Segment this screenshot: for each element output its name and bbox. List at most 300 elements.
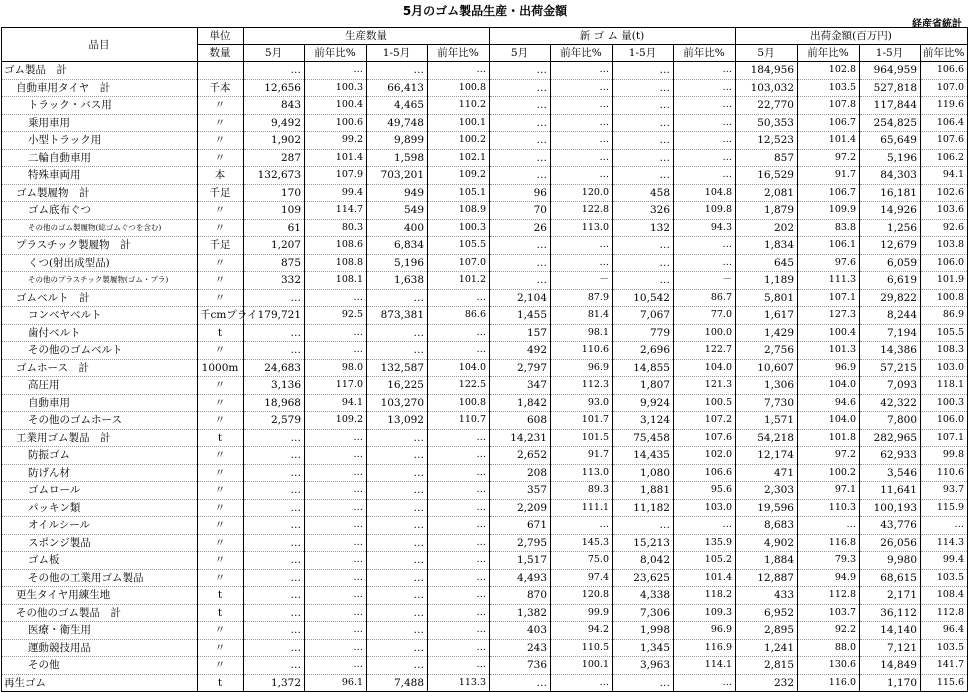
value-cell: 2,696 <box>613 342 674 360</box>
value-cell: … <box>613 272 674 290</box>
value-cell: 104.0 <box>428 359 490 377</box>
value-cell: … <box>244 569 305 587</box>
table-row <box>2 622 968 640</box>
value-cell: 1,207 <box>244 237 305 255</box>
value-cell: 111.3 <box>798 272 860 290</box>
header-sub: 1-5月 <box>613 45 674 62</box>
value-cell: … <box>551 674 613 692</box>
value-cell: 111.1 <box>551 499 613 517</box>
value-cell: 107.6 <box>674 429 736 447</box>
item-unit: 千cmプライ <box>198 307 244 325</box>
value-cell: … <box>428 429 490 447</box>
value-cell: 96.4 <box>921 622 968 640</box>
value-cell: 106.7 <box>798 114 860 132</box>
value-cell: 103,270 <box>367 394 428 412</box>
value-cell: 1,189 <box>736 272 798 290</box>
value-cell: 117.0 <box>305 377 367 395</box>
value-cell: 202 <box>736 219 798 237</box>
value-cell: 9,899 <box>367 132 428 150</box>
value-cell: 7,730 <box>736 394 798 412</box>
item-unit: 〃 <box>198 447 244 465</box>
value-cell: 736 <box>490 657 551 675</box>
value-cell: … <box>367 569 428 587</box>
value-cell: 14,386 <box>860 342 921 360</box>
item-name: ゴムロール <box>2 482 198 500</box>
value-cell: 132 <box>613 219 674 237</box>
value-cell: 8,683 <box>736 517 798 535</box>
value-cell: … <box>674 132 736 150</box>
value-cell: 105.1 <box>428 184 490 202</box>
value-cell: 400 <box>367 219 428 237</box>
item-name: 特殊車両用 <box>2 167 198 185</box>
value-cell: 7,194 <box>860 324 921 342</box>
value-cell: 12,656 <box>244 79 305 97</box>
value-cell: 433 <box>736 587 798 605</box>
header-sub: 前年比% <box>674 45 736 62</box>
item-unit: 〃 <box>198 464 244 482</box>
value-cell: 116.0 <box>798 674 860 692</box>
table-row <box>2 202 968 220</box>
header-sub: 前年比% <box>798 45 860 62</box>
value-cell: … <box>367 604 428 622</box>
table-row <box>2 219 968 237</box>
value-cell: 492 <box>490 342 551 360</box>
table-row <box>2 62 968 80</box>
value-cell: 83.8 <box>798 219 860 237</box>
value-cell: … <box>613 674 674 692</box>
value-cell: 89.3 <box>551 482 613 500</box>
value-cell: … <box>490 674 551 692</box>
value-cell: 458 <box>613 184 674 202</box>
value-cell: … <box>428 517 490 535</box>
value-cell: 86.6 <box>428 307 490 325</box>
value-cell: … <box>367 62 428 80</box>
item-unit: 〃 <box>198 657 244 675</box>
value-cell: 109.3 <box>674 604 736 622</box>
value-cell: … <box>613 517 674 535</box>
value-cell: 2,756 <box>736 342 798 360</box>
value-cell: 97.2 <box>798 149 860 167</box>
value-cell: … <box>551 237 613 255</box>
value-cell: … <box>305 342 367 360</box>
value-cell: 1,617 <box>736 307 798 325</box>
value-cell: … <box>244 447 305 465</box>
item-name: その他のゴムホース <box>2 412 198 430</box>
value-cell: … <box>244 464 305 482</box>
value-cell: 287 <box>244 149 305 167</box>
value-cell: 184,956 <box>736 62 798 80</box>
value-cell: … <box>921 517 968 535</box>
value-cell: … <box>305 62 367 80</box>
value-cell: 8,042 <box>613 552 674 570</box>
value-cell: 14,855 <box>613 359 674 377</box>
value-cell: … <box>305 639 367 657</box>
value-cell: … <box>305 447 367 465</box>
item-unit: 〃 <box>198 254 244 272</box>
value-cell: 6,952 <box>736 604 798 622</box>
value-cell: 6,059 <box>860 254 921 272</box>
item-name: ゴム底布ぐつ <box>2 202 198 220</box>
value-cell: 112.8 <box>798 587 860 605</box>
item-name: ゴム製品 計 <box>2 62 198 80</box>
value-cell: 11,641 <box>860 482 921 500</box>
value-cell: … <box>428 604 490 622</box>
value-cell: 964,959 <box>860 62 921 80</box>
value-cell: 7,067 <box>613 307 674 325</box>
item-unit: 1000m <box>198 359 244 377</box>
value-cell: … <box>490 149 551 167</box>
value-cell: 100.8 <box>428 394 490 412</box>
item-unit: 〃 <box>198 394 244 412</box>
value-cell: 106.1 <box>798 237 860 255</box>
value-cell: … <box>490 272 551 290</box>
value-cell: 106.2 <box>921 149 968 167</box>
value-cell: 949 <box>367 184 428 202</box>
value-cell: 80.3 <box>305 219 367 237</box>
value-cell: 1,807 <box>613 377 674 395</box>
value-cell: … <box>490 79 551 97</box>
value-cell: 2,797 <box>490 359 551 377</box>
table-row <box>2 639 968 657</box>
value-cell: 1,998 <box>613 622 674 640</box>
value-cell: … <box>674 79 736 97</box>
table-row <box>2 534 968 552</box>
table-row <box>2 272 968 290</box>
item-name: 再生ゴム <box>2 674 198 692</box>
item-name: ゴムホース 計 <box>2 359 198 377</box>
table-row <box>2 184 968 202</box>
value-cell: 108.6 <box>305 237 367 255</box>
value-cell: 101.9 <box>921 272 968 290</box>
value-cell: … <box>613 167 674 185</box>
item-unit: t <box>198 604 244 622</box>
table-row <box>2 394 968 412</box>
value-cell: 119.6 <box>921 97 968 115</box>
value-cell: … <box>305 464 367 482</box>
value-cell: … <box>613 254 674 272</box>
value-cell: 68,615 <box>860 569 921 587</box>
value-cell: 97.6 <box>798 254 860 272</box>
value-cell: 1,598 <box>367 149 428 167</box>
value-cell: 116.9 <box>674 639 736 657</box>
value-cell: … <box>305 289 367 307</box>
value-cell: 1,170 <box>860 674 921 692</box>
table-row <box>2 132 968 150</box>
value-cell: 100.2 <box>428 132 490 150</box>
value-cell: 145.3 <box>551 534 613 552</box>
value-cell: 132,673 <box>244 167 305 185</box>
value-cell: … <box>551 517 613 535</box>
header-sub: 前年比% <box>921 45 968 62</box>
value-cell: 5,196 <box>367 254 428 272</box>
value-cell: 120.8 <box>551 587 613 605</box>
value-cell: 254,825 <box>860 114 921 132</box>
value-cell: … <box>428 464 490 482</box>
value-cell: 110.7 <box>428 412 490 430</box>
item-unit: 〃 <box>198 639 244 657</box>
value-cell: 157 <box>490 324 551 342</box>
value-cell: 357 <box>490 482 551 500</box>
value-cell: … <box>244 517 305 535</box>
value-cell: 7,121 <box>860 639 921 657</box>
value-cell: … <box>244 62 305 80</box>
value-cell: … <box>428 569 490 587</box>
value-cell: 127.3 <box>798 307 860 325</box>
item-name: その他のゴムベルト <box>2 342 198 360</box>
item-name: その他 <box>2 657 198 675</box>
value-cell: 50,353 <box>736 114 798 132</box>
value-cell: 26,056 <box>860 534 921 552</box>
value-cell: 4,338 <box>613 587 674 605</box>
value-cell: 11,182 <box>613 499 674 517</box>
header-sub: 5月 <box>244 45 305 62</box>
item-unit: 〃 <box>198 622 244 640</box>
value-cell: 65,649 <box>860 132 921 150</box>
value-cell: … <box>367 289 428 307</box>
value-cell: 94.1 <box>305 394 367 412</box>
value-cell: 471 <box>736 464 798 482</box>
item-name: 工業用ゴム製品 計 <box>2 429 198 447</box>
value-cell: 103.6 <box>921 202 968 220</box>
item-unit: 千本 <box>198 79 244 97</box>
value-cell: … <box>367 429 428 447</box>
value-cell: … <box>367 534 428 552</box>
value-cell: 114.1 <box>674 657 736 675</box>
table-row <box>2 674 968 692</box>
value-cell: 97.2 <box>798 447 860 465</box>
value-cell: 107.0 <box>921 79 968 97</box>
value-cell: 92.6 <box>921 219 968 237</box>
table-row <box>2 237 968 255</box>
value-cell: 109 <box>244 202 305 220</box>
value-cell: 5,196 <box>860 149 921 167</box>
item-name: 運動競技用品 <box>2 639 198 657</box>
value-cell: … <box>305 499 367 517</box>
value-cell: … <box>551 62 613 80</box>
value-cell: 106.7 <box>798 184 860 202</box>
value-cell: 326 <box>613 202 674 220</box>
item-unit: t <box>198 429 244 447</box>
value-cell: … <box>490 114 551 132</box>
item-unit: 〃 <box>198 114 244 132</box>
value-cell: 101.4 <box>674 569 736 587</box>
value-cell: 94.6 <box>798 394 860 412</box>
value-cell: 16,529 <box>736 167 798 185</box>
value-cell: … <box>244 587 305 605</box>
item-unit: 〃 <box>198 219 244 237</box>
value-cell: 100.1 <box>551 657 613 675</box>
table-row <box>2 447 968 465</box>
value-cell: 870 <box>490 587 551 605</box>
value-cell: 2,303 <box>736 482 798 500</box>
value-cell: … <box>490 62 551 80</box>
value-cell: 96.1 <box>305 674 367 692</box>
value-cell: 19,596 <box>736 499 798 517</box>
header-sub: 前年比% <box>551 45 613 62</box>
table-row <box>2 307 968 325</box>
value-cell: 36,112 <box>860 604 921 622</box>
value-cell: 10,607 <box>736 359 798 377</box>
value-cell: 102.6 <box>921 184 968 202</box>
value-cell: 101.2 <box>428 272 490 290</box>
value-cell: 79.3 <box>798 552 860 570</box>
value-cell: 24,683 <box>244 359 305 377</box>
value-cell: … <box>305 604 367 622</box>
value-cell: 875 <box>244 254 305 272</box>
value-cell: 94.1 <box>921 167 968 185</box>
value-cell: … <box>367 482 428 500</box>
value-cell: 93.7 <box>921 482 968 500</box>
table-row <box>2 464 968 482</box>
value-cell: 243 <box>490 639 551 657</box>
value-cell: 98.0 <box>305 359 367 377</box>
value-cell: 107.1 <box>798 289 860 307</box>
item-name: 自動車用タイヤ 計 <box>2 79 198 97</box>
value-cell: 113.0 <box>551 464 613 482</box>
value-cell: 104.8 <box>674 184 736 202</box>
value-cell: 23,625 <box>613 569 674 587</box>
value-cell: 88.0 <box>798 639 860 657</box>
item-unit: 〃 <box>198 482 244 500</box>
value-cell: 110.2 <box>428 97 490 115</box>
value-cell: 109.8 <box>674 202 736 220</box>
table-row <box>2 79 968 97</box>
value-cell: … <box>305 482 367 500</box>
value-cell: 232 <box>736 674 798 692</box>
item-unit: 〃 <box>198 149 244 167</box>
item-name: パッキン類 <box>2 499 198 517</box>
value-cell: 101.7 <box>551 412 613 430</box>
item-unit <box>198 62 244 80</box>
value-cell: 873,381 <box>367 307 428 325</box>
value-cell: … <box>428 499 490 517</box>
value-cell: 103.5 <box>921 639 968 657</box>
value-cell: … <box>551 254 613 272</box>
value-cell: 114.7 <box>305 202 367 220</box>
value-cell: … <box>244 429 305 447</box>
value-cell: 109.2 <box>428 167 490 185</box>
value-cell: … <box>551 149 613 167</box>
value-cell: … <box>367 622 428 640</box>
value-cell: … <box>244 534 305 552</box>
value-cell: 120.0 <box>551 184 613 202</box>
value-cell: … <box>674 149 736 167</box>
item-unit: 〃 <box>198 569 244 587</box>
item-name: 歯付ベルト <box>2 324 198 342</box>
value-cell: … <box>367 342 428 360</box>
value-cell: 100.8 <box>921 289 968 307</box>
value-cell: … <box>305 517 367 535</box>
value-cell: 12,887 <box>736 569 798 587</box>
value-cell: 1,455 <box>490 307 551 325</box>
value-cell: 110.3 <box>798 499 860 517</box>
header-rubber: 新 ゴ ム 量(t) <box>490 28 736 45</box>
table-row <box>2 359 968 377</box>
value-cell: 549 <box>367 202 428 220</box>
item-name: 防げん材 <box>2 464 198 482</box>
item-unit: t <box>198 587 244 605</box>
value-cell: 117,844 <box>860 97 921 115</box>
value-cell: 100.6 <box>305 114 367 132</box>
value-cell: … <box>367 464 428 482</box>
table-row <box>2 97 968 115</box>
item-name: 乗用車用 <box>2 114 198 132</box>
item-name: スポンジ製品 <box>2 534 198 552</box>
value-cell: 16,225 <box>367 377 428 395</box>
value-cell: 12,174 <box>736 447 798 465</box>
value-cell: 1,256 <box>860 219 921 237</box>
source-label: 経産省統計 <box>912 19 962 30</box>
value-cell: … <box>613 114 674 132</box>
header-production: 生産数量 <box>244 28 490 45</box>
item-unit: 〃 <box>198 499 244 517</box>
value-cell: 86.9 <box>921 307 968 325</box>
value-cell: 347 <box>490 377 551 395</box>
value-cell: 118.1 <box>921 377 968 395</box>
value-cell: 671 <box>490 517 551 535</box>
value-cell: 608 <box>490 412 551 430</box>
value-cell: 105.5 <box>921 324 968 342</box>
table-row <box>2 517 968 535</box>
header-sub: 前年比% <box>428 45 490 62</box>
value-cell: 107.6 <box>921 132 968 150</box>
value-cell: 100.3 <box>921 394 968 412</box>
value-cell: 115.6 <box>921 674 968 692</box>
header-sub: 1-5月 <box>860 45 921 62</box>
value-cell: … <box>551 167 613 185</box>
value-cell: … <box>798 517 860 535</box>
value-cell: … <box>367 639 428 657</box>
value-cell: … <box>367 324 428 342</box>
item-unit: 〃 <box>198 272 244 290</box>
value-cell: 1,345 <box>613 639 674 657</box>
value-cell: … <box>428 657 490 675</box>
value-cell: … <box>428 289 490 307</box>
value-cell: 96.9 <box>798 359 860 377</box>
value-cell: 75,458 <box>613 429 674 447</box>
value-cell: 5,801 <box>736 289 798 307</box>
value-cell: 1,842 <box>490 394 551 412</box>
value-cell: 100.1 <box>428 114 490 132</box>
value-cell: … <box>551 97 613 115</box>
value-cell: 107.8 <box>798 97 860 115</box>
value-cell: … <box>244 482 305 500</box>
value-cell: 104.0 <box>674 359 736 377</box>
value-cell: 84,303 <box>860 167 921 185</box>
value-cell: 103.0 <box>921 359 968 377</box>
value-cell: 2,895 <box>736 622 798 640</box>
value-cell: 2,209 <box>490 499 551 517</box>
value-cell: 100.5 <box>674 394 736 412</box>
value-cell: 29,822 <box>860 289 921 307</box>
item-name: その他のプラスチック製履物(ゴム・プラ) <box>2 272 198 290</box>
value-cell: 1,306 <box>736 377 798 395</box>
value-cell: 14,926 <box>860 202 921 220</box>
value-cell: 70 <box>490 202 551 220</box>
item-unit: 〃 <box>198 552 244 570</box>
table-row <box>2 412 968 430</box>
item-name: プラスチック製履物 計 <box>2 237 198 255</box>
value-cell: 108.1 <box>305 272 367 290</box>
value-cell: … <box>244 639 305 657</box>
value-cell: 703,201 <box>367 167 428 185</box>
value-cell: … <box>305 324 367 342</box>
value-cell: 100.2 <box>798 464 860 482</box>
value-cell: 99.4 <box>921 552 968 570</box>
value-cell: 332 <box>244 272 305 290</box>
value-cell: 22,770 <box>736 97 798 115</box>
value-cell: 7,800 <box>860 412 921 430</box>
